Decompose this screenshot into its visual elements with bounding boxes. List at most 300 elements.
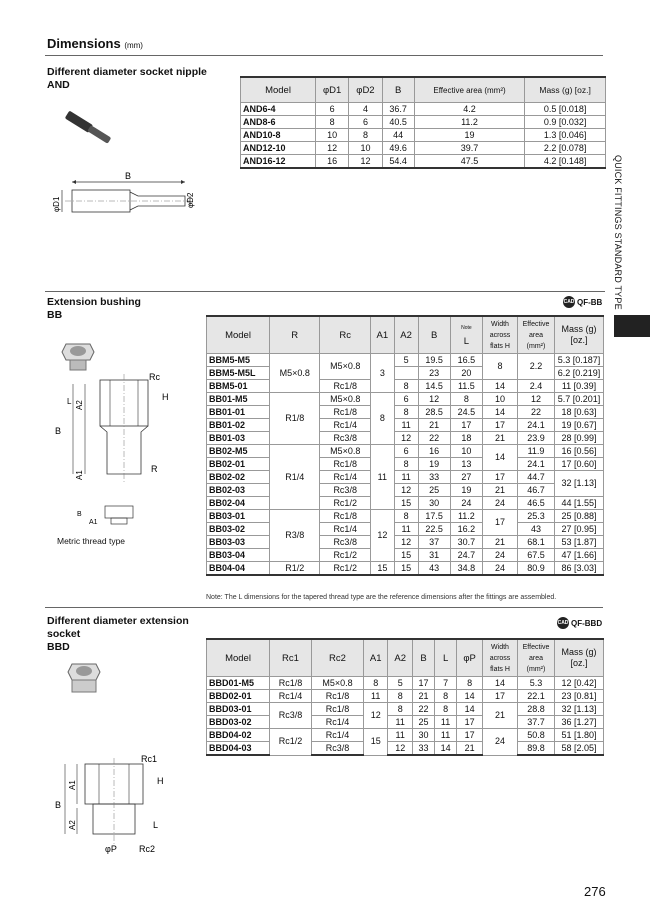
divider xyxy=(45,55,603,56)
table-row xyxy=(207,549,604,562)
cad-icon: CAD xyxy=(557,617,569,629)
table-cell: 12 xyxy=(370,510,394,562)
bb-label-a1b: A1 xyxy=(89,519,98,526)
table-cell: 5 xyxy=(388,677,412,690)
table-cell: 12 xyxy=(363,703,387,729)
table-cell: R3/8 xyxy=(270,510,320,562)
table-cell: 16.5 xyxy=(450,354,482,367)
table-cell: 17 [0.60] xyxy=(555,458,604,471)
table-cell: 89.8 xyxy=(518,742,555,756)
table-cell: 11 xyxy=(388,729,412,742)
col-header: R xyxy=(270,316,320,354)
table-cell: 17 xyxy=(457,716,483,729)
table-cell: 16 xyxy=(316,155,349,169)
table-cell: 10 xyxy=(316,129,349,142)
table-cell: 32 [1.13] xyxy=(555,471,604,497)
model-cell: BB03-04 xyxy=(207,549,270,562)
table-cell: 8 xyxy=(316,116,349,129)
table-cell: Rc3/8 xyxy=(320,536,370,549)
table-cell: 14 xyxy=(483,677,518,690)
table-cell: 37 xyxy=(418,536,450,549)
table-row xyxy=(241,116,606,129)
table-cell: 58 [2.05] xyxy=(555,742,604,756)
table-row xyxy=(207,445,604,458)
table-cell: 54.4 xyxy=(382,155,414,169)
model-cell: BB04-04 xyxy=(207,562,270,576)
table-cell: 24.5 xyxy=(450,406,482,419)
bb-label-h: H xyxy=(162,392,169,402)
table-row xyxy=(207,380,604,393)
table-cell: 24 xyxy=(483,729,518,756)
table-cell: 16.2 xyxy=(450,523,482,536)
col-header: Model xyxy=(207,316,270,354)
table-row xyxy=(241,103,606,116)
table-cell: 8 xyxy=(394,510,418,523)
table-cell: 22 xyxy=(412,703,434,716)
note-mark: Note xyxy=(461,324,472,331)
table-cell: Rc1/8 xyxy=(320,458,370,471)
cad-badge[interactable]: CAD QF-BB xyxy=(563,297,603,307)
table-cell: 21 xyxy=(457,742,483,756)
table-cell: 21 xyxy=(483,432,518,445)
table-cell: 13 xyxy=(450,458,482,471)
table-cell: Rc1/8 xyxy=(320,510,370,523)
table-cell: 11 xyxy=(394,419,418,432)
col-header: Width across flats H xyxy=(483,639,518,677)
table-cell: 28.5 xyxy=(418,406,450,419)
table-cell: 17 xyxy=(483,419,518,432)
col-header: Effective area (mm²) xyxy=(414,77,524,103)
table-cell: R1/2 xyxy=(270,562,320,576)
table-cell: 14 xyxy=(435,742,457,756)
table-cell: 11 xyxy=(388,716,412,729)
col-header: A1 xyxy=(363,639,387,677)
table-row xyxy=(207,510,604,523)
model-cell: BB02-02 xyxy=(207,471,270,484)
table-cell: 8 xyxy=(388,703,412,716)
model-cell: BB02-M5 xyxy=(207,445,270,458)
table-cell: 8 xyxy=(349,129,382,142)
table-cell: 12 xyxy=(388,742,412,756)
table-cell: 8 xyxy=(370,393,394,445)
col-header: Mass (g) [oz.] xyxy=(525,77,606,103)
model-cell: AND12-10 xyxy=(241,142,316,155)
cad-badge[interactable]: CAD QF-BBD xyxy=(557,618,603,628)
table-cell: 12 xyxy=(518,393,555,406)
table-cell: 14 xyxy=(457,690,483,703)
side-tab xyxy=(614,315,650,337)
table-row xyxy=(207,703,604,716)
table-row xyxy=(207,562,604,576)
model-cell: BB01-02 xyxy=(207,419,270,432)
table-cell: Rc3/8 xyxy=(312,742,364,756)
table-row xyxy=(207,471,604,484)
col-header: φD2 xyxy=(349,77,382,103)
table-cell: R1/4 xyxy=(270,445,320,510)
table-cell: 4 xyxy=(349,103,382,116)
col-header: A1 xyxy=(370,316,394,354)
page-number: 276 xyxy=(584,884,606,899)
table-cell: 12 xyxy=(418,393,450,406)
table-cell: 21 xyxy=(418,419,450,432)
table-cell: 11 xyxy=(435,716,457,729)
table-cell: 24.7 xyxy=(450,549,482,562)
table-cell: 12 xyxy=(394,484,418,497)
bb-label-b: B xyxy=(55,426,62,436)
table-cell: 39.7 xyxy=(414,142,524,155)
table-cell: 19 xyxy=(414,129,524,142)
table-row xyxy=(207,536,604,549)
table-cell: 10 xyxy=(349,142,382,155)
table-cell: 19 [0.67] xyxy=(555,419,604,432)
model-cell: BBD02-01 xyxy=(207,690,270,703)
col-header: A2 xyxy=(388,639,412,677)
table-cell: M5×0.8 xyxy=(270,354,320,393)
bbd-product-image xyxy=(64,660,104,696)
model-cell: BB02-04 xyxy=(207,497,270,510)
table-cell: 30 xyxy=(418,497,450,510)
table-cell: M5×0.8 xyxy=(320,393,370,406)
and-product-image xyxy=(58,108,118,148)
table-cell: 3 xyxy=(370,354,394,393)
table-cell: 43 xyxy=(418,562,450,576)
table-cell: 30.7 xyxy=(450,536,482,549)
bbd-label-rc1: Rc1 xyxy=(141,754,158,764)
bb-table xyxy=(206,315,604,576)
table-header-row xyxy=(241,77,606,103)
bb-label-r: R xyxy=(151,464,158,474)
table-cell: 36 [1.27] xyxy=(555,716,604,729)
table-cell: 11 xyxy=(363,690,387,703)
table-cell xyxy=(394,367,418,380)
model-cell: BB03-03 xyxy=(207,536,270,549)
table-cell: 24.1 xyxy=(518,458,555,471)
table-cell: 4.2 xyxy=(414,103,524,116)
col-header: Mass (g) [oz.] xyxy=(555,316,604,354)
model-cell: AND6-4 xyxy=(241,103,316,116)
table-cell: 0.5 [0.018] xyxy=(525,103,606,116)
col-header: Rc xyxy=(320,316,370,354)
model-cell: AND10-8 xyxy=(241,129,316,142)
table-cell: 86 [3.03] xyxy=(555,562,604,576)
bbd-label-l: L xyxy=(153,820,159,830)
and-label-b: B xyxy=(125,171,132,181)
table-cell: 15 xyxy=(394,497,418,510)
table-cell: 28.8 xyxy=(518,703,555,716)
table-row xyxy=(241,129,606,142)
table-cell: 21 xyxy=(483,703,518,729)
table-cell: 5.3 [0.187] xyxy=(555,354,604,367)
model-cell: BB01-M5 xyxy=(207,393,270,406)
bb-label-a2: A2 xyxy=(75,400,84,410)
table-cell: 23.9 xyxy=(518,432,555,445)
table-cell: 15 xyxy=(394,549,418,562)
table-cell: 16 [0.56] xyxy=(555,445,604,458)
table-cell: 37.7 xyxy=(518,716,555,729)
table-cell: 5.7 [0.201] xyxy=(555,393,604,406)
table-cell: 20 xyxy=(450,367,482,380)
table-cell: 27 xyxy=(450,471,482,484)
table-cell: 19.5 xyxy=(418,354,450,367)
table-row xyxy=(207,729,604,742)
table-cell: 17 xyxy=(483,510,518,536)
table-cell: 8 xyxy=(457,677,483,690)
table-cell: 14 xyxy=(457,703,483,716)
table-cell: 14.5 xyxy=(418,380,450,393)
table-cell: 30 xyxy=(412,729,434,742)
table-cell: 6 xyxy=(316,103,349,116)
table-header-row xyxy=(207,316,604,354)
table-cell: 6 xyxy=(349,116,382,129)
table-cell: 34.8 xyxy=(450,562,482,576)
table-cell: 8 xyxy=(394,380,418,393)
table-cell: Rc1/4 xyxy=(270,690,312,703)
table-cell: 22.1 xyxy=(518,690,555,703)
table-cell: 5 xyxy=(394,354,418,367)
table-cell: Rc1/4 xyxy=(320,419,370,432)
table-cell: 22.5 xyxy=(418,523,450,536)
table-cell: 47 [1.66] xyxy=(555,549,604,562)
table-cell: Rc1/4 xyxy=(312,729,364,742)
table-cell: Rc1/2 xyxy=(270,729,312,756)
model-cell: BBM5-M5L xyxy=(207,367,270,380)
bbd-dimension-drawing xyxy=(45,752,185,862)
col-header: Rc1 xyxy=(270,639,312,677)
bbd-label-p: φP xyxy=(105,844,117,854)
table-cell: Rc3/8 xyxy=(320,432,370,445)
table-header-row xyxy=(207,639,604,677)
table-cell: 2.4 xyxy=(518,380,555,393)
table-cell: 44 xyxy=(382,129,414,142)
model-cell: BBD03-02 xyxy=(207,716,270,729)
table-cell: 11.9 xyxy=(518,445,555,458)
table-cell: 4.2 [0.148] xyxy=(525,155,606,169)
col-header: B xyxy=(382,77,414,103)
bb-label-rc: Rc xyxy=(149,372,160,382)
table-cell: 11 xyxy=(435,729,457,742)
col-header: Model xyxy=(241,77,316,103)
table-cell: Rc1/2 xyxy=(320,497,370,510)
bb-dimension-drawing xyxy=(45,372,185,542)
col-header: L xyxy=(435,639,457,677)
table-cell: 31 xyxy=(418,549,450,562)
table-cell: 1.3 [0.046] xyxy=(525,129,606,142)
table-cell: 11.5 xyxy=(450,380,482,393)
table-cell: 44 [1.55] xyxy=(555,497,604,510)
table-row xyxy=(207,432,604,445)
model-cell: BB02-01 xyxy=(207,458,270,471)
table-cell: Rc1/4 xyxy=(320,471,370,484)
table-cell: 50.8 xyxy=(518,729,555,742)
table-row xyxy=(207,523,604,536)
table-cell: M5×0.8 xyxy=(320,445,370,458)
table-cell: 6 xyxy=(394,445,418,458)
table-cell: 46.7 xyxy=(518,484,555,497)
bb-label-a1: A1 xyxy=(75,470,84,480)
table-cell: 15 xyxy=(394,562,418,576)
table-cell: 17 xyxy=(450,419,482,432)
table-cell: 24 xyxy=(483,562,518,576)
table-cell: 24 xyxy=(450,497,482,510)
bbd-label-a1: A1 xyxy=(68,780,77,790)
table-cell: 12 xyxy=(394,536,418,549)
table-cell: 32 [1.13] xyxy=(555,703,604,716)
table-cell: 12 xyxy=(316,142,349,155)
table-cell: 25 xyxy=(418,484,450,497)
table-cell: 33 xyxy=(412,742,434,756)
table-cell: 47.5 xyxy=(414,155,524,169)
table-cell: Rc1/8 xyxy=(270,677,312,690)
table-row xyxy=(207,677,604,690)
table-cell: 53 [1.87] xyxy=(555,536,604,549)
table-cell: 10 xyxy=(450,445,482,458)
table-cell: 36.7 xyxy=(382,103,414,116)
bbd-label-h: H xyxy=(157,776,164,786)
table-row xyxy=(207,406,604,419)
table-cell: 24 xyxy=(483,549,518,562)
bb-label-b2: B xyxy=(77,511,82,518)
table-cell: 67.5 xyxy=(518,549,555,562)
model-cell: BB03-02 xyxy=(207,523,270,536)
table-cell: 11 [0.39] xyxy=(555,380,604,393)
table-cell: 11 xyxy=(394,523,418,536)
table-cell: 12 xyxy=(394,432,418,445)
model-cell: BBD01-M5 xyxy=(207,677,270,690)
and-label-d1: φD1 xyxy=(52,196,61,212)
table-cell: 17.5 xyxy=(418,510,450,523)
table-row xyxy=(207,497,604,510)
col-header: φP xyxy=(457,639,483,677)
page-title: Dimensions (mm) xyxy=(47,36,143,51)
table-cell: 8 xyxy=(450,393,482,406)
model-cell: AND16-12 xyxy=(241,155,316,169)
table-cell: 8 xyxy=(435,690,457,703)
table-row xyxy=(207,742,604,756)
table-cell: 80.9 xyxy=(518,562,555,576)
table-cell: Rc1/2 xyxy=(320,562,370,576)
col-header: $^{Note}$ L xyxy=(450,316,482,354)
table-cell: 8 xyxy=(363,677,387,690)
table-cell: 18 [0.63] xyxy=(555,406,604,419)
table-cell: Rc1/8 xyxy=(320,406,370,419)
table-cell: Rc1/4 xyxy=(320,523,370,536)
col-header: Mass (g) [oz.] xyxy=(555,639,604,677)
table-cell: 24 xyxy=(483,497,518,510)
table-cell: 17 xyxy=(412,677,434,690)
col-header: B xyxy=(412,639,434,677)
table-cell: 0.9 [0.032] xyxy=(525,116,606,129)
table-cell: 21 xyxy=(483,536,518,549)
table-cell: 23 xyxy=(418,367,450,380)
col-header: Effective area (mm²) xyxy=(518,316,555,354)
table-cell: 5.3 xyxy=(518,677,555,690)
bb-label-l: L xyxy=(67,397,72,406)
table-cell: 6.2 [0.219] xyxy=(555,367,604,380)
table-cell: 25 [0.88] xyxy=(555,510,604,523)
table-cell: 43 xyxy=(518,523,555,536)
col-header: Rc2 xyxy=(312,639,364,677)
table-row xyxy=(207,716,604,729)
table-cell: 14 xyxy=(483,445,518,471)
table-cell: 44.7 xyxy=(518,471,555,484)
table-cell: 51 [1.80] xyxy=(555,729,604,742)
table-cell: 16 xyxy=(418,445,450,458)
table-cell: 15 xyxy=(363,729,387,756)
table-cell: 49.6 xyxy=(382,142,414,155)
table-cell: Rc1/8 xyxy=(312,690,364,703)
table-cell: 12 xyxy=(349,155,382,169)
table-cell: 40.5 xyxy=(382,116,414,129)
table-cell: 24.1 xyxy=(518,419,555,432)
table-cell: 8 xyxy=(388,690,412,703)
table-cell: 18 xyxy=(450,432,482,445)
table-row xyxy=(207,458,604,471)
table-cell: 11 xyxy=(394,471,418,484)
model-cell: BBM5-01 xyxy=(207,380,270,393)
bb-section-title: Extension bushing BB xyxy=(47,296,141,321)
model-cell: BB03-01 xyxy=(207,510,270,523)
table-cell: R1/8 xyxy=(270,393,320,445)
table-row xyxy=(207,419,604,432)
table-cell: 27 [0.95] xyxy=(555,523,604,536)
table-row xyxy=(207,354,604,367)
and-dimension-drawing xyxy=(50,168,200,228)
table-cell: 17 xyxy=(483,471,518,484)
table-row xyxy=(241,142,606,155)
table-cell: 12 [0.42] xyxy=(555,677,604,690)
table-cell: 19 xyxy=(418,458,450,471)
and-section-title: Different diameter socket nipple AND xyxy=(47,66,207,91)
col-header: Effective area (mm²) xyxy=(518,639,555,677)
table-cell: 8 xyxy=(435,703,457,716)
and-label-d2: φD2 xyxy=(186,192,195,208)
table-cell: M5×0.8 xyxy=(312,677,364,690)
table-row xyxy=(207,393,604,406)
divider xyxy=(45,291,605,292)
table-cell: 10 xyxy=(483,393,518,406)
side-label: QUICK FITTINGS STANDARD TYPE xyxy=(613,155,623,310)
table-cell: Rc1/8 xyxy=(312,703,364,716)
metric-caption: Metric thread type xyxy=(57,536,126,546)
table-cell: 2.2 xyxy=(518,354,555,380)
table-cell: 28 [0.99] xyxy=(555,432,604,445)
table-cell: Rc1/2 xyxy=(320,549,370,562)
table-row xyxy=(241,155,606,169)
table-cell: Rc1/8 xyxy=(320,380,370,393)
table-cell: 19 xyxy=(450,484,482,497)
bbd-label-a2: A2 xyxy=(68,820,77,830)
table-cell: 22 xyxy=(418,432,450,445)
table-cell: M5×0.8 xyxy=(320,354,370,380)
model-cell: BBD04-02 xyxy=(207,729,270,742)
table-cell: 11.2 xyxy=(450,510,482,523)
model-cell: BB01-03 xyxy=(207,432,270,445)
table-cell: 15 xyxy=(370,562,394,576)
table-cell: 21 xyxy=(483,484,518,497)
col-header: φD1 xyxy=(316,77,349,103)
table-cell: 68.1 xyxy=(518,536,555,549)
table-cell: 17 xyxy=(457,729,483,742)
table-cell: 11 xyxy=(370,445,394,510)
model-cell: BB02-03 xyxy=(207,484,270,497)
bbd-section-title: Different diameter extension socket BBD xyxy=(47,615,189,653)
model-cell: BBD03-01 xyxy=(207,703,270,716)
table-note: Note: The L dimensions for the tapered thread type are the reference dimensions after the fittings are assembled. xyxy=(206,594,557,601)
table-cell: 25 xyxy=(412,716,434,729)
divider xyxy=(45,607,603,608)
table-cell: 11.2 xyxy=(414,116,524,129)
model-cell: BBM5-M5 xyxy=(207,354,270,367)
